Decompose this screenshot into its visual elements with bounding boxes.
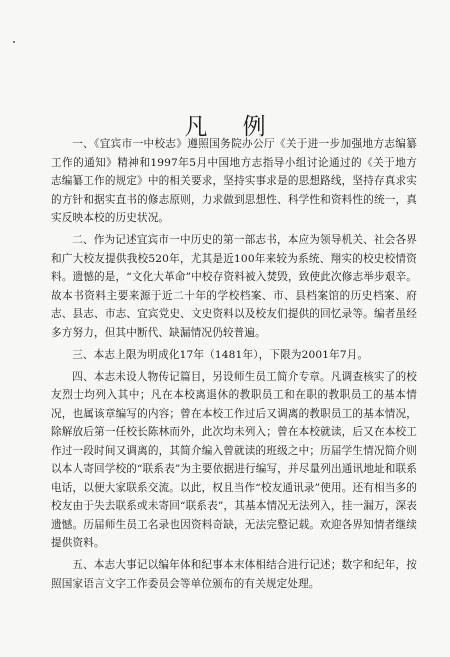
paragraph-4: 四、本志未设人物传记篇目，另设师生员工简介专章。凡调查核实了的校友烈士均列入其中；凡在本校离退休的教职员工和在职的教职员工的基本情况，也属该章编写的内容；曾在本校工作过后又调离的教职员工的基本情况，除解放后第一任校长陈林而外，此次均未列入；曾在本校就读，后又在本校工作过一段时间又调离的，其简介编入曾就读的班级之中；历届学生情况简介则以本人寄回学校的“联系表”为主要依据进行编写，并尽量列出通讯地址和联系电话，以便大家联系交流。以此，权且当作“校友通讯录”使用。还有相当多的校友由于失去联系或未寄回“联系表”，其基本情况无法列入，挂一漏万，深表遗憾。历届师生员工名录也因资料奇缺，无法完整记载。欢迎各界知情者继续提供资料。: [51, 370, 417, 549]
page-speck: [13, 41, 15, 43]
paragraph-5: 五、本志大事记以编年体和纪事本末体相结合进行记述；数字和纪年，按照国家语言文字工作委员会等单位颁布的有关规定处理。: [51, 559, 417, 590]
paragraph-1: 一、《宜宾市一中校志》遵照国务院办公厅《关于进一步加强地方志编纂工作的通知》精神和1997年5月中国地方志指导小组讨论通过的《关于地方志编纂工作的规定》中的相关要求，坚持实事求是的思想路线，坚持存真求实的方针和据实直书的修志原则，力求做到思想性、科学性和资料性的统一，真实反映本校的历史状况。: [51, 138, 417, 224]
paragraph-2: 二、作为记述宜宾市一中历史的第一部志书，本应为领导机关、社会各界和广大校友提供我校520年，尤其是近100年来较为系统、翔实的校史校情资料。遗憾的是，“文化大革命”中校存资料被入焚毁，致使此次修志举步艰辛。故本书资料主要来源于近二十年的学校档案、市、县档案馆的历史档案、府志、县志、市志、宜宾党史、文史资料以及校友们提供的回忆录等。编者虽经多方努力，但其中断代、缺漏情况仍较普遍。: [51, 234, 417, 339]
paragraph-3: 三、本志上限为明成化17年（1481年），下限为2001年7月。: [72, 348, 369, 361]
document-body: [51, 135, 417, 597]
page-title: 凡 例: [184, 114, 280, 141]
